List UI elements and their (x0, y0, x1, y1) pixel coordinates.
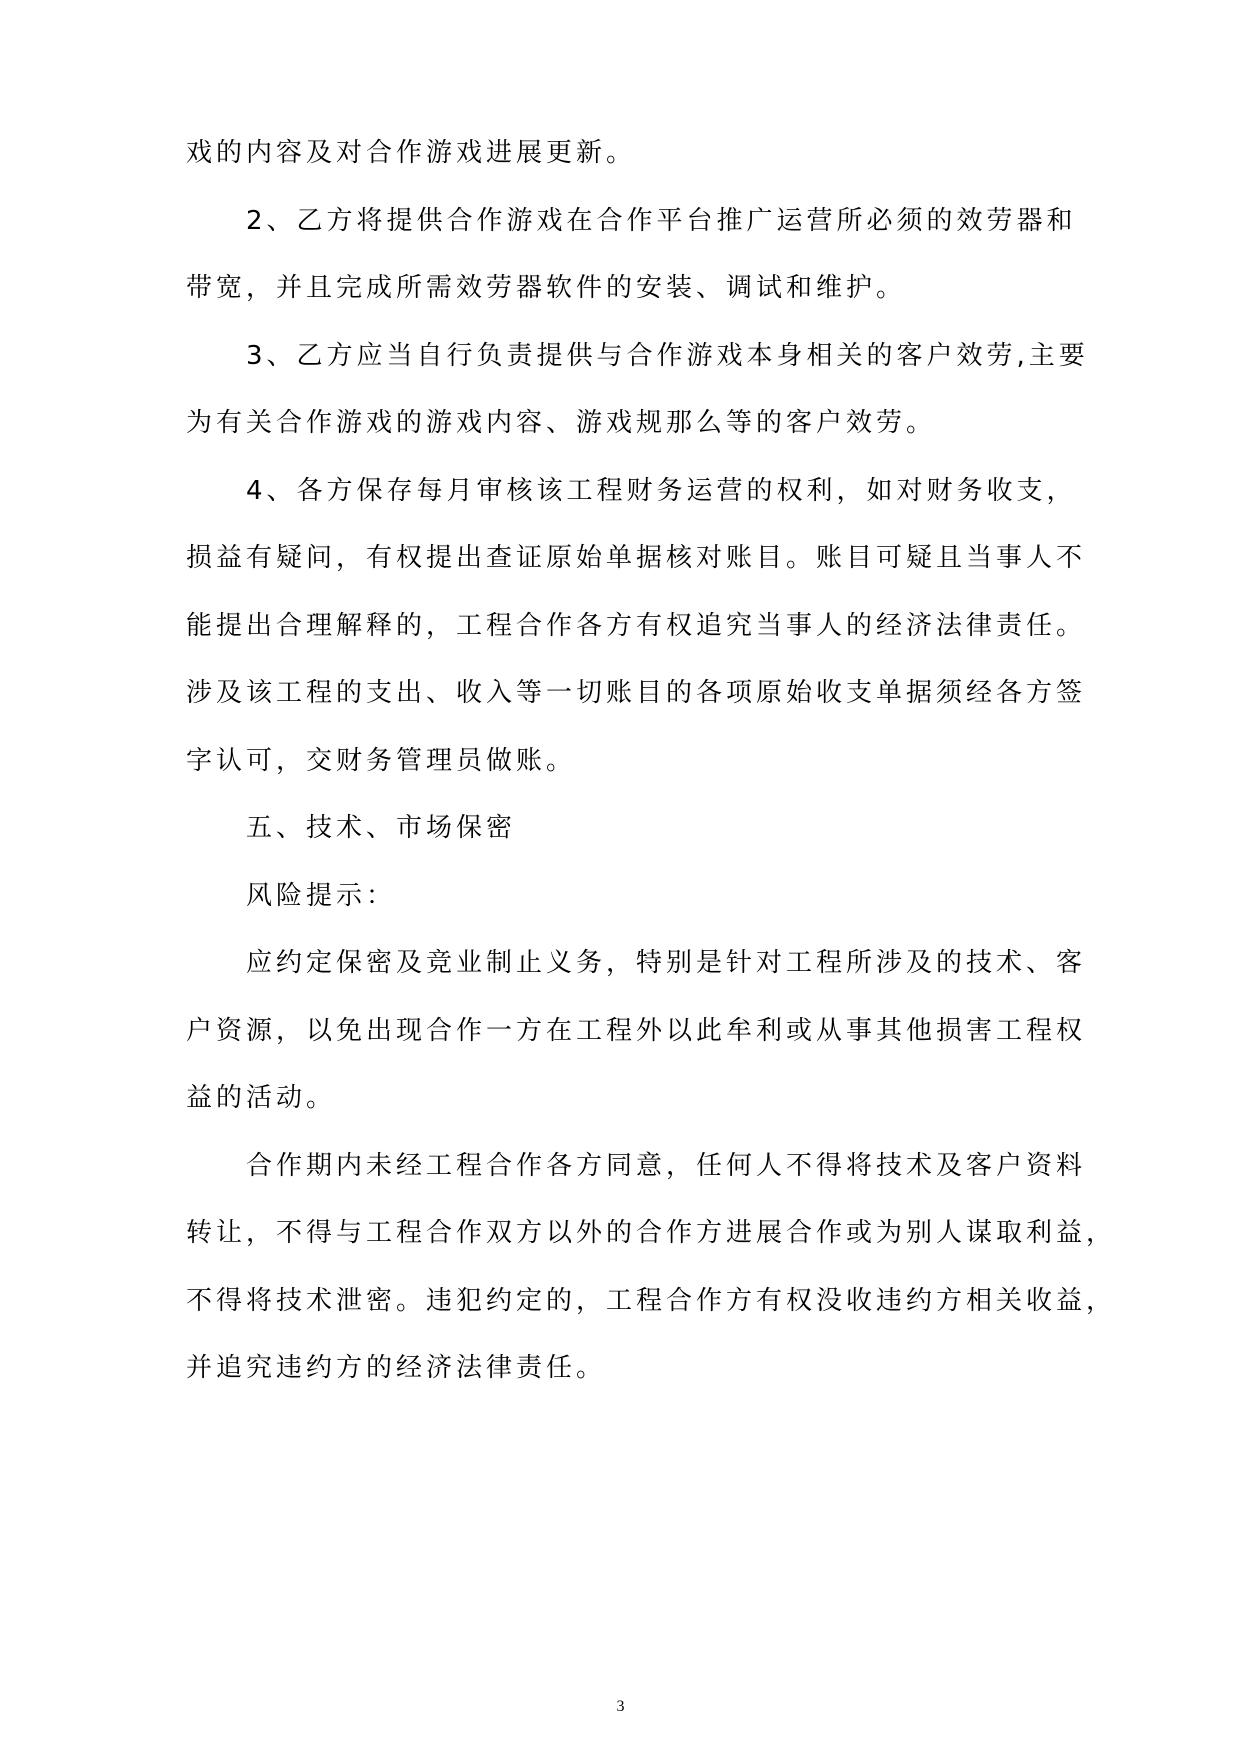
paragraph-line: 益的活动。 (186, 1083, 337, 1113)
page-number: 3 (616, 1698, 625, 1715)
paragraph-line: 损益有疑问，有权提出查证原始单据核对账目。账目可疑且当事人不 (186, 543, 1087, 573)
paragraph-line: 字认可，交财务管理员做账。 (186, 746, 577, 776)
paragraph-line: 转让，不得与工程合作双方以外的合作方进展合作或为别人谋取利益， (186, 1218, 1117, 1248)
section-heading: 五、技术、市场保密 (246, 813, 517, 843)
paragraph-line: 不得将技术泄密。违犯约定的，工程合作方有权没收违约方相关收益， (186, 1286, 1117, 1316)
paragraph-line: 为有关合作游戏的游戏内容、游戏规那么等的客户效劳。 (186, 408, 937, 438)
paragraph-line: 涉及该工程的支出、收入等一切账目的各项原始收支单据须经各方签 (186, 678, 1087, 708)
risk-label: 风险提示： (246, 881, 397, 911)
paragraph-line: 能提出合理解释的，工程合作各方有权追究当事人的经济法律责任。 (186, 611, 1087, 641)
paragraph-line: 2、乙方将提供合作游戏在合作平台推广运营所必须的效劳器和 (246, 206, 1077, 236)
paragraph-line: 户资源，以免出现合作一方在工程外以此牟利或从事其他损害工程权 (186, 1016, 1087, 1046)
paragraph-line: 并追究违约方的经济法律责任。 (186, 1353, 607, 1383)
paragraph-line: 应约定保密及竞业制止义务，特别是针对工程所涉及的技术、客 (246, 948, 1087, 978)
paragraph-line: 合作期内未经工程合作各方同意，任何人不得将技术及客户资料 (246, 1151, 1087, 1181)
paragraph-line: 4、各方保存每月审核该工程财务运营的权利，如对财务收支， (246, 476, 1077, 506)
paragraph-line: 戏的内容及对合作游戏进展更新。 (186, 138, 637, 168)
paragraph-line: 3、乙方应当自行负责提供与合作游戏本身相关的客户效劳,主要 (246, 341, 1089, 371)
paragraph-line: 带宽，并且完成所需效劳器软件的安装、调试和维护。 (186, 273, 907, 303)
